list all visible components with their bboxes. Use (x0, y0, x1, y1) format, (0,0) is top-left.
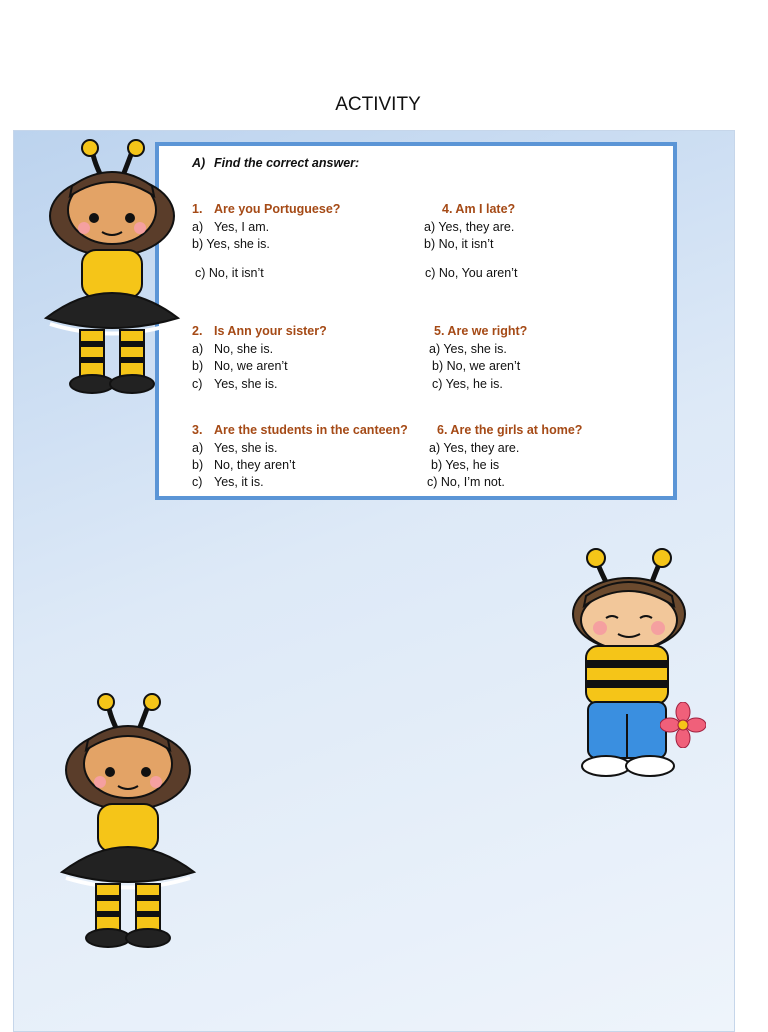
instruction (192, 156, 359, 171)
bee-girl-icon (58, 692, 198, 950)
question-1-text: Are you Portuguese? (214, 202, 341, 216)
answer-3c-letter: c) (192, 475, 203, 489)
question-5: 5. Are we right? (434, 324, 528, 338)
answer-3c (192, 475, 264, 490)
answer-5a: a) Yes, she is. (429, 342, 507, 356)
answer-1a-letter: a) (192, 220, 204, 234)
answer-5b: b) No, we aren’t (432, 359, 521, 373)
answer-6b: b) Yes, he is (431, 458, 500, 472)
answer-3b-letter: b) (192, 458, 204, 472)
question-2-number: 2. (192, 324, 203, 338)
answer-3b-text: No, they aren’t (214, 458, 296, 472)
answer-4a: a) Yes, they are. (424, 220, 515, 234)
answer-2b-letter: b) (192, 359, 204, 373)
answer-1a (192, 220, 269, 235)
question-2-text: Is Ann your sister? (214, 324, 327, 338)
question-2 (192, 324, 327, 339)
page-title: ACTIVITY (335, 94, 421, 115)
answer-2c-text: Yes, she is. (214, 377, 278, 391)
instruction-letter: A) (192, 156, 206, 170)
answer-1b: b) Yes, she is. (192, 237, 270, 251)
answer-3b (192, 458, 295, 473)
answer-6c: c) No, I’m not. (427, 475, 505, 489)
answer-2a-text: No, she is. (214, 342, 274, 356)
answer-3c-text: Yes, it is. (214, 475, 264, 489)
answer-5c: c) Yes, he is. (432, 377, 503, 391)
answer-6a: a) Yes, they are. (429, 441, 520, 455)
answer-2a-letter: a) (192, 342, 204, 356)
answer-2b-text: No, we aren’t (214, 359, 288, 373)
answer-3a (192, 441, 277, 456)
bee-girl-icon (42, 138, 182, 396)
answer-4b: b) No, it isn’t (424, 237, 494, 251)
question-1-number: 1. (192, 202, 203, 216)
answer-2c-letter: c) (192, 377, 203, 391)
instruction-text: Find the correct answer: (214, 156, 360, 170)
flower-icon (660, 702, 706, 748)
answer-2a (192, 342, 273, 357)
question-4: 4. Am I late? (442, 202, 516, 216)
answer-3a-text: Yes, she is. (214, 441, 278, 455)
answer-1c: c) No, it isn’t (195, 266, 264, 280)
answer-1a-text: Yes, I am. (214, 220, 270, 234)
question-3-text: Are the students in the canteen? (214, 423, 408, 437)
answer-3a-letter: a) (192, 441, 204, 455)
answer-4c: c) No, You aren’t (425, 266, 518, 280)
question-3 (192, 423, 408, 438)
quiz-box (155, 142, 677, 500)
answer-2b (192, 359, 288, 374)
question-3-number: 3. (192, 423, 203, 437)
question-1 (192, 202, 340, 217)
question-6: 6. Are the girls at home? (437, 423, 583, 437)
answer-2c (192, 377, 277, 392)
